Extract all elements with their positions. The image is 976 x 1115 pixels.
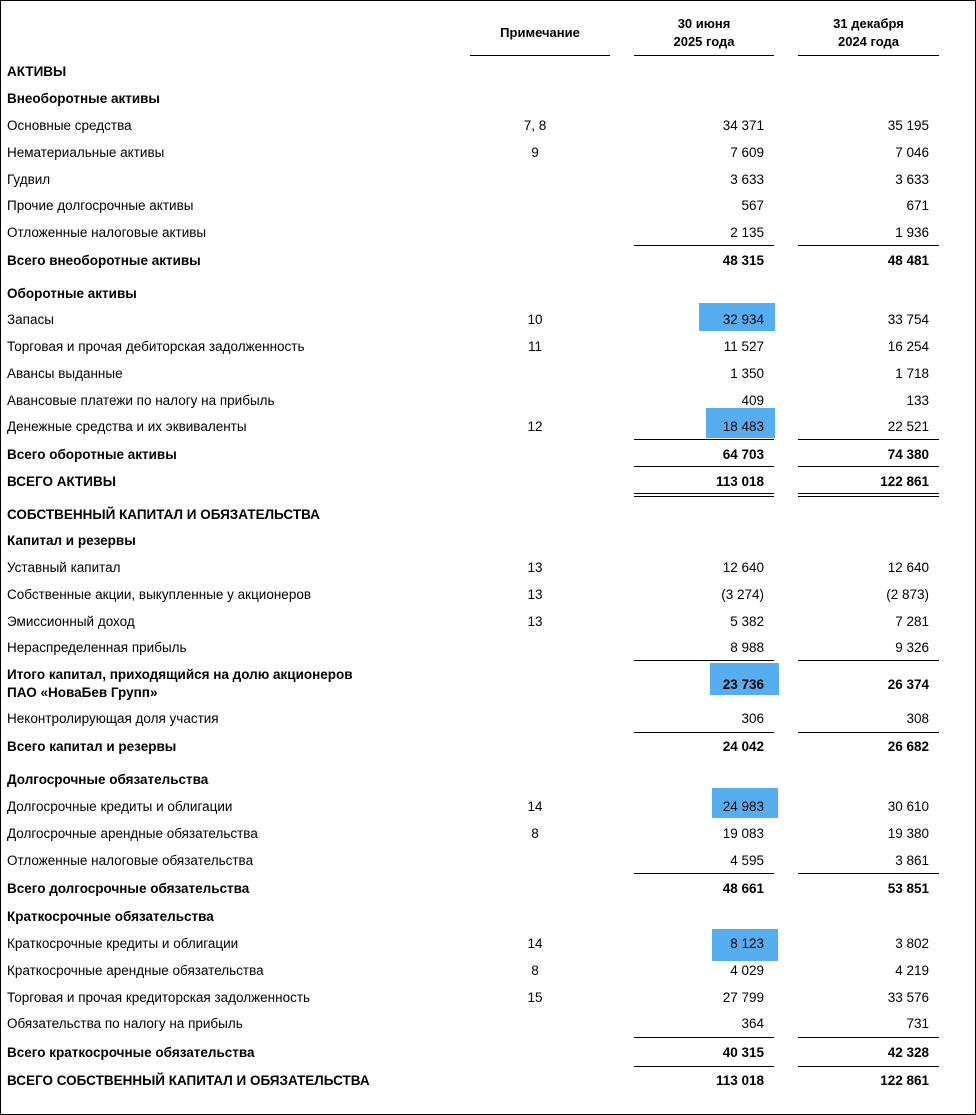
total-value-2025: 113 018 (715, 1073, 764, 1088)
row-value-2024: 9 326 (895, 640, 929, 655)
subtotal-value-2024: 26 682 (887, 739, 929, 754)
subtotal-rule (634, 439, 774, 440)
row-value-2024: 19 380 (887, 826, 929, 841)
header-rule-note (470, 55, 610, 56)
row-label: Уставный капитал (7, 560, 121, 575)
subtotal-rule (798, 660, 939, 661)
row-note: 8 (531, 963, 539, 978)
subtotal-label: Итого капитал, приходящийся на долю акционеров (7, 667, 353, 682)
row-value-2024: 30 610 (887, 799, 929, 814)
row-value-2025: 3 633 (730, 172, 764, 187)
total-double-rule (634, 493, 774, 497)
row-value-2024: (2 873) (886, 587, 929, 602)
subtotal-value-2024: 53 851 (887, 881, 929, 896)
row-label: Обязательства по налогу на прибыль (7, 1016, 243, 1031)
row-value-2025: 24 983 (722, 799, 764, 814)
total-double-rule (798, 493, 939, 497)
subsection-heading: Краткосрочные обязательства (7, 909, 214, 924)
subtotal-rule (634, 732, 774, 733)
subsection-heading: Внеоборотные активы (7, 91, 160, 106)
row-label: Краткосрочные кредиты и облигации (7, 936, 239, 951)
row-value-2025: 5 382 (730, 614, 764, 629)
row-value-2025: 306 (741, 711, 764, 726)
subtotal-label: Всего внеоборотные активы (7, 253, 201, 268)
row-value-2024: 671 (906, 198, 929, 213)
row-label: Эмиссионный доход (7, 614, 135, 629)
row-value-2024: 3 861 (895, 853, 929, 868)
row-label: Нераспределенная прибыль (7, 640, 187, 655)
subtotal-value-2025: 24 042 (722, 739, 764, 754)
subtotal-rule (798, 732, 939, 733)
subtotal-value-2025: 40 315 (722, 1045, 764, 1060)
row-value-2024: 16 254 (887, 339, 929, 354)
row-value-2025: 4 595 (730, 853, 764, 868)
period-2024-header-line2: 2024 года (837, 34, 900, 49)
header-rule-2024 (798, 55, 939, 56)
row-value-2024: 3 633 (895, 172, 929, 187)
period-2025-header-line2: 2025 года (673, 34, 735, 49)
row-note: 14 (527, 936, 543, 951)
row-label: Основные средства (7, 118, 132, 133)
subtotal-rule (798, 1066, 939, 1067)
row-value-2024: 3 802 (895, 936, 929, 951)
row-value-2025: 12 640 (722, 560, 764, 575)
subsection-heading: Долгосрочные обязательства (7, 772, 209, 787)
note-column-header: Примечание (500, 25, 580, 40)
row-label: Отложенные налоговые активы (7, 225, 207, 240)
row-label: Прочие долгосрочные активы (7, 198, 194, 213)
subtotal-rule (634, 1037, 774, 1038)
subtotal-value-2025: 48 661 (722, 881, 764, 896)
row-value-2025: 27 799 (722, 990, 764, 1005)
row-value-2024: 1 936 (895, 225, 929, 240)
subtotal-value-2025: 64 703 (722, 447, 764, 462)
row-value-2025: 8 988 (730, 640, 764, 655)
row-note: 15 (527, 990, 543, 1005)
row-label: Торговая и прочая кредиторская задолженность (7, 990, 311, 1005)
row-value-2025: 2 135 (730, 225, 764, 240)
subsection-heading: Оборотные активы (7, 286, 137, 301)
subtotal-rule (634, 660, 774, 661)
subsection-heading: Капитал и резервы (7, 533, 136, 548)
row-label: Собственные акции, выкупленные у акционеров (7, 587, 312, 602)
subtotal-rule (634, 245, 774, 246)
row-value-2024: 308 (906, 711, 929, 726)
row-value-2024: 35 195 (887, 118, 929, 133)
row-value-2024: 4 219 (895, 963, 929, 978)
row-value-2025: (3 274) (721, 587, 764, 602)
row-label: Нематериальные активы (7, 145, 165, 160)
section-heading-assets: АКТИВЫ (7, 64, 67, 79)
row-value-2025: 8 123 (730, 936, 764, 951)
row-value-2025: 1 350 (730, 366, 764, 381)
row-label: Долгосрочные кредиты и облигации (7, 799, 233, 814)
row-note: 10 (527, 312, 543, 327)
row-note: 13 (527, 587, 543, 602)
subtotal-rule (798, 1037, 939, 1038)
row-label: Отложенные налоговые обязательства (7, 853, 254, 868)
header-rule-2025 (634, 55, 774, 56)
row-label: Авансы выданные (7, 366, 123, 381)
row-value-2025: 567 (741, 198, 764, 213)
subtotal-rule (798, 873, 939, 874)
period-2025-header (634, 15, 774, 51)
row-label: Запасы (7, 312, 54, 327)
subtotal-value-2025: 23 736 (722, 677, 764, 692)
total-label: ВСЕГО АКТИВЫ (7, 474, 116, 489)
row-value-2024: 7 281 (895, 614, 929, 629)
row-value-2024: 12 640 (887, 560, 929, 575)
row-value-2025: 32 934 (722, 312, 764, 327)
row-label: Авансовые платежи по налогу на прибыль (7, 393, 275, 408)
row-value-2025: 409 (741, 393, 764, 408)
row-label: Денежные средства и их эквиваленты (7, 419, 247, 434)
row-value-2024: 33 754 (887, 312, 929, 327)
row-value-2025: 4 029 (730, 963, 764, 978)
subtotal-value-2024: 42 328 (887, 1045, 929, 1060)
row-note: 14 (527, 799, 543, 814)
period-2024-header-line1: 31 декабря (833, 16, 904, 31)
subtotal-label: Всего оборотные активы (7, 447, 177, 462)
period-2024-header (798, 15, 939, 51)
row-note: 12 (527, 419, 543, 434)
row-value-2024: 133 (906, 393, 929, 408)
row-label: Неконтролирующая доля участия (7, 711, 219, 726)
row-value-2025: 19 083 (722, 826, 764, 841)
row-label: Долгосрочные арендные обязательства (7, 826, 258, 841)
total-value-2024: 122 861 (880, 474, 929, 489)
subtotal-value-2024: 74 380 (887, 447, 929, 462)
subtotal-rule (634, 1066, 774, 1067)
subtotal-label: Всего долгосрочные обязательства (7, 881, 250, 896)
subtotal-rule (798, 245, 939, 246)
total-value-2025: 113 018 (715, 474, 764, 489)
subtotal-label: Всего краткосрочные обязательства (7, 1045, 255, 1060)
row-value-2024: 1 718 (895, 366, 929, 381)
subtotal-label: Всего капитал и резервы (7, 739, 177, 754)
subtotal-rule (798, 466, 939, 467)
subtotal-rule (798, 439, 939, 440)
subtotal-rule (634, 466, 774, 467)
row-label: Краткосрочные арендные обязательства (7, 963, 264, 978)
row-value-2024: 7 046 (895, 145, 929, 160)
row-value-2024: 33 576 (887, 990, 929, 1005)
row-label: Торговая и прочая дебиторская задолженность (7, 339, 305, 354)
subtotal-rule (634, 873, 774, 874)
row-note: 11 (527, 339, 542, 354)
total-value-2024: 122 861 (880, 1073, 929, 1088)
row-value-2025: 364 (741, 1016, 764, 1031)
row-value-2025: 7 609 (730, 145, 764, 160)
subtotal-value-2024: 48 481 (887, 253, 929, 268)
row-note: 9 (531, 145, 539, 160)
row-note: 13 (527, 560, 543, 575)
total-label: ВСЕГО СОБСТВЕННЫЙ КАПИТАЛ И ОБЯЗАТЕЛЬСТВА (7, 1073, 370, 1088)
row-value-2025: 11 527 (723, 339, 764, 354)
row-value-2024: 22 521 (887, 419, 929, 434)
subtotal-value-2025: 48 315 (722, 253, 764, 268)
section-heading-equity-liabilities: СОБСТВЕННЫЙ КАПИТАЛ И ОБЯЗАТЕЛЬСТВА (7, 507, 320, 522)
subtotal-label-line2: ПАО «НоваБев Групп» (7, 685, 158, 700)
row-note: 8 (531, 826, 539, 841)
row-note: 7, 8 (523, 118, 547, 133)
row-value-2024: 731 (906, 1016, 929, 1031)
row-value-2025: 18 483 (722, 419, 764, 434)
row-label: Гудвил (7, 172, 51, 187)
row-note: 13 (527, 614, 543, 629)
period-2025-header-line1: 30 июня (677, 16, 731, 31)
subtotal-value-2024: 26 374 (887, 677, 929, 692)
row-value-2025: 34 371 (722, 118, 764, 133)
